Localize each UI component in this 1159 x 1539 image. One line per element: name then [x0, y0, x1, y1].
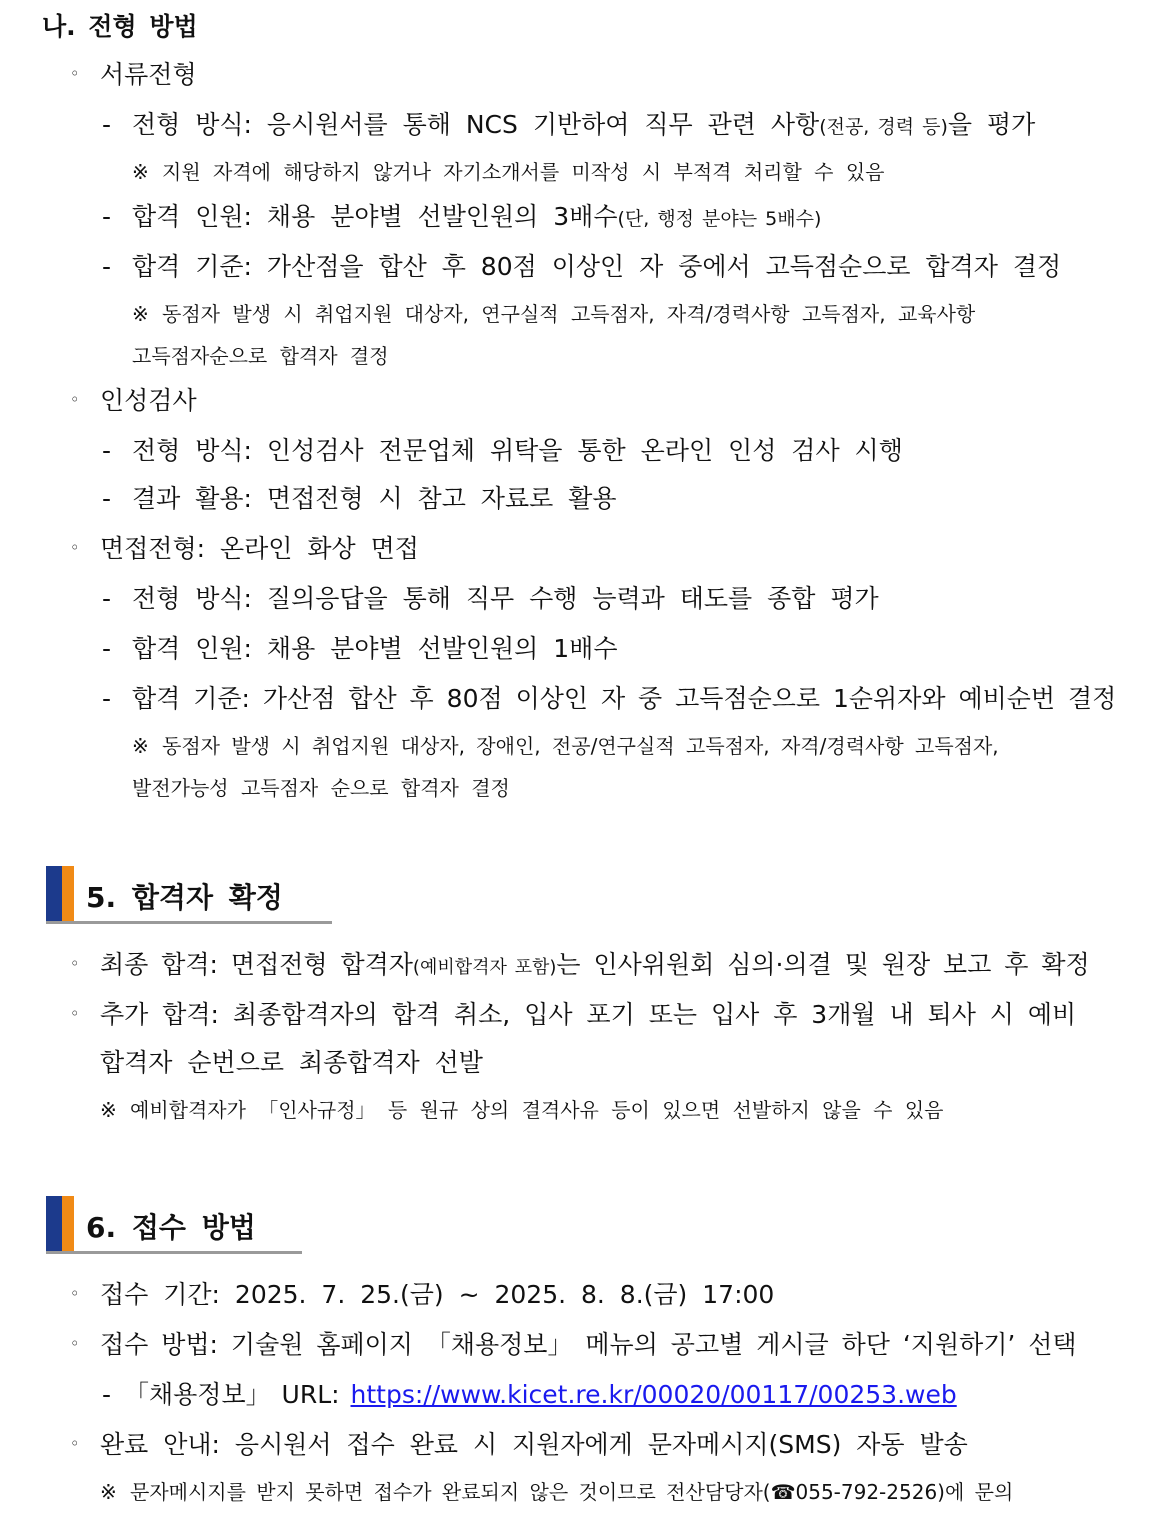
list-item-personality-usage: - 결과 활용: 면접전형 시 참고 자료로 활용 [102, 484, 617, 513]
note-interview-criteria-line1: ※ 동점자 발생 시 취업지원 대상자, 장애인, 전공/연구실적 고득점자, 자격/경력사항 고득점자, [132, 734, 999, 758]
reference-mark-icon: ※ [100, 1480, 117, 1504]
section-title: 5. 합격자 확정 [86, 881, 283, 914]
list-item-interview: ◦ 면접전형: 온라인 화상 면접 [70, 534, 419, 563]
dash-bullet-icon: - [102, 484, 112, 513]
note-document-criteria-line2: 고득점자순으로 합격자 결정 [132, 344, 389, 368]
section-accent-bar [62, 866, 74, 922]
list-item-final-pass: ◦ 최종 합격: 면접전형 합격자(예비합격자 포함)는 인사위원회 심의·의결 및 원장 보고 후 확정 [70, 950, 1090, 979]
list-item-interview-criteria: - 합격 기준: 가산점 합산 후 80점 이상인 자 중 고득점순으로 1순위자와 예비순번 결정 [102, 684, 1117, 713]
circle-bullet-icon: ◦ [70, 1434, 80, 1453]
list-item-additional-pass-cont: 합격자 순번으로 최종합격자 선발 [100, 1048, 483, 1077]
note-document-criteria-line1: ※ 동점자 발생 시 취업지원 대상자, 연구실적 고득점자, 자격/경력사항 고득점자, 교육사항 [132, 302, 976, 326]
section-accent-bar [46, 1196, 62, 1252]
dash-bullet-icon: - [102, 252, 112, 281]
section-title-selection-method: 나. 전형 방법 [42, 12, 198, 41]
circle-bullet-icon: ◦ [70, 538, 80, 557]
list-item-interview-quota: - 합격 인원: 채용 분야별 선발인원의 1배수 [102, 634, 618, 663]
list-item-additional-pass: ◦ 추가 합격: 최종합격자의 합격 취소, 입사 포기 또는 입사 후 3개월 내 퇴사 시 예비 [70, 1000, 1077, 1029]
list-item-document-method: - 전형 방식: 응시원서를 통해 NCS 기반하여 직무 관련 사항(전공, 경력 등)을 평가 [102, 110, 1036, 139]
circle-bullet-icon: ◦ [70, 64, 80, 83]
note-document-method: ※ 지원 자격에 해당하지 않거나 자기소개서를 미작성 시 부적격 처리할 수 있음 [132, 160, 885, 184]
reference-mark-icon: ※ [132, 734, 149, 758]
list-item-interview-method: - 전형 방식: 질의응답을 통해 직무 수행 능력과 태도를 종합 평가 [102, 584, 879, 613]
list-item-personality-method: - 전형 방식: 인성검사 전문업체 위탁을 통한 온라인 인성 검사 시행 [102, 436, 903, 465]
dash-bullet-icon: - [102, 1380, 112, 1409]
dash-bullet-icon: - [102, 584, 112, 613]
note-additional-pass: ※ 예비합격자가 「인사규정」 등 원규 상의 결격사유 등이 있으면 선발하지 않을 수 있음 [100, 1098, 944, 1122]
circle-bullet-icon: ◦ [70, 1284, 80, 1303]
note-interview-criteria-line2: 발전가능성 고득점자 순으로 합격자 결정 [132, 776, 510, 800]
section-title: 6. 접수 방법 [86, 1211, 256, 1244]
section-underline [46, 1251, 302, 1254]
section-accent-bar [46, 866, 62, 922]
note-completion: ※ 문자메시지를 받지 못하면 접수가 완료되지 않은 것이므로 전산담당자(☎055-792-2526)에 문의 [100, 1480, 1014, 1504]
dash-bullet-icon: - [102, 684, 112, 713]
list-item-document-quota: - 합격 인원: 채용 분야별 선발인원의 3배수(단, 행정 분야는 5배수) [102, 202, 822, 231]
reference-mark-icon: ※ [100, 1098, 117, 1122]
section-accent-bar [62, 1196, 74, 1252]
dash-bullet-icon: - [102, 202, 112, 231]
list-item-application-method: ◦ 접수 방법: 기술원 홈페이지 「채용정보」 메뉴의 공고별 게시글 하단 ‘지원하기’ 선택 [70, 1330, 1077, 1359]
dash-bullet-icon: - [102, 110, 112, 139]
circle-bullet-icon: ◦ [70, 954, 80, 973]
circle-bullet-icon: ◦ [70, 390, 80, 409]
reference-mark-icon: ※ [132, 302, 149, 326]
list-item-document-criteria: - 합격 기준: 가산점을 합산 후 80점 이상인 자 중에서 고득점순으로 합격자 결정 [102, 252, 1062, 281]
dash-bullet-icon: - [102, 436, 112, 465]
list-item-application-period: ◦ 접수 기간: 2025. 7. 25.(금) ~ 2025. 8. 8.(금) 17:00 [70, 1280, 775, 1309]
list-item-completion-notice: ◦ 완료 안내: 응시원서 접수 완료 시 지원자에게 문자메시지(SMS) 자동 발송 [70, 1430, 968, 1459]
recruitment-url-link[interactable]: https://www.kicet.re.kr/00020/00117/00253.web [350, 1380, 957, 1409]
list-item-document-screening: ◦ 서류전형 [70, 60, 197, 89]
list-item-personality-test: ◦ 인성검사 [70, 386, 197, 415]
circle-bullet-icon: ◦ [70, 1004, 80, 1023]
reference-mark-icon: ※ [132, 160, 149, 184]
section-underline [46, 921, 332, 924]
dash-bullet-icon: - [102, 634, 112, 663]
list-item-application-url: - 「채용정보」 URL: https://www.kicet.re.kr/00020/00117/00253.web [102, 1380, 957, 1409]
circle-bullet-icon: ◦ [70, 1334, 80, 1353]
